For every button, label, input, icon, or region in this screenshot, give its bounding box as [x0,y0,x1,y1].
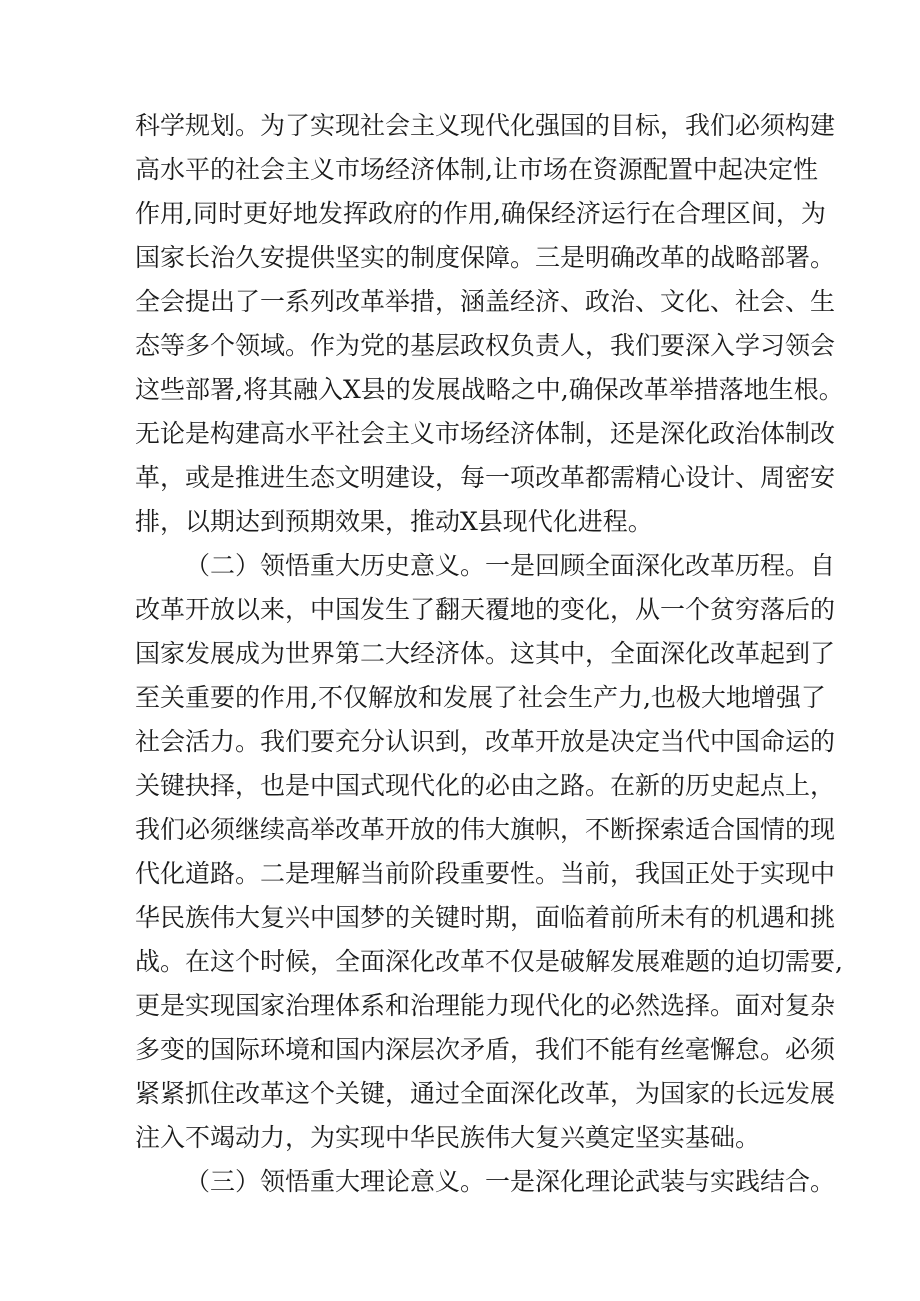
text-line: 高水平的社会主义市场经济体制,让市场在资源配置中起决定性 [135,155,818,184]
text-line: 全会提出了一系列改革举措，涵盖经济、政治、文化、社会、生 [135,287,836,316]
section-heading-line: （二）领悟重大历史意义。一是回顾全面深化改革历程。自 [185,551,836,580]
text-line: 社会活力。我们要充分认识到，改革开放是决定当代中国命运的 [135,727,836,756]
section-heading-line: （三）领悟重大理论意义。一是深化理论武装与实践结合。 [185,1167,836,1196]
text-line: 至关重要的作用,不仅解放和发展了社会生产力,也极大地增强了 [135,683,826,712]
text-line: 排，以期达到预期效果，推动X县现代化进程。 [135,507,653,536]
text-line: 无论是构建高水平社会主义市场经济体制，还是深化政治体制改 [135,419,836,448]
text-line: 改革开放以来，中国发生了翻天覆地的变化，从一个贫穷落后的 [135,595,836,624]
text-line: 多变的国际环境和国内深层次矛盾，我们不能有丝毫懈怠。必须 [135,1035,836,1064]
text-line: 国家发展成为世界第二大经济体。这其中，全面深化改革起到了 [135,639,836,668]
text-line: 国家长治久安提供坚实的制度保障。三是明确改革的战略部署。 [135,243,836,272]
text-line: 华民族伟大复兴中国梦的关键时期，面临着前所未有的机遇和挑 [135,903,836,932]
text-line: 注入不竭动力，为实现中华民族伟大复兴奠定坚实基础。 [135,1123,761,1152]
text-line: 紧紧抓住改革这个关键，通过全面深化改革，为国家的长远发展 [135,1079,836,1108]
text-line: 作用,同时更好地发挥政府的作用,确保经济运行在合理区间，为 [135,199,826,228]
text-line: 革，或是推进生态文明建设，每一项改革都需精心设计、周密安 [135,463,836,492]
text-line: 科学规划。为了实现社会主义现代化强国的目标，我们必须构建 [135,111,836,140]
text-line: 战。在这个时候，全面深化改革不仅是破解发展难题的迫切需要, [135,947,843,976]
text-line: 态等多个领域。作为党的基层政权负责人，我们要深入学习领会 [135,331,836,360]
text-line: 我们必须继续高举改革开放的伟大旗帜，不断探索适合国情的现 [135,815,836,844]
text-line: 这些部署,将其融入X县的发展战略之中,确保改革举措落地生根。 [135,375,844,404]
text-line: 关键抉择，也是中国式现代化的必由之路。在新的历史起点上， [135,771,836,800]
text-line: 代化道路。二是理解当前阶段重要性。当前，我国正处于实现中 [135,859,836,888]
text-line: 更是实现国家治理体系和治理能力现代化的必然选择。面对复杂 [135,991,836,1020]
